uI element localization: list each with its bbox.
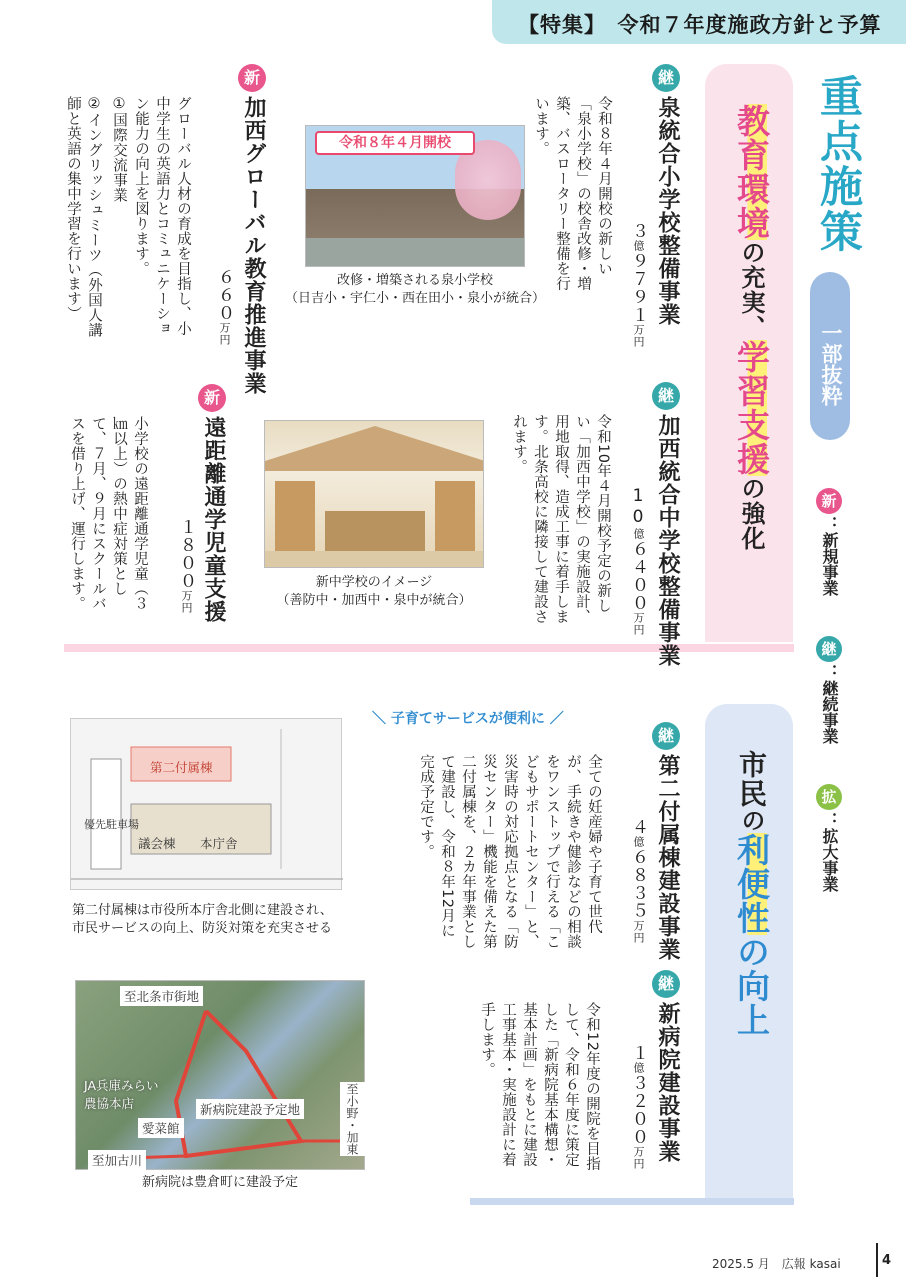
amount-rest: ９７９１ (628, 252, 648, 324)
theme-convenience-part1: 市民 (735, 750, 768, 808)
amount-oku: 億 (632, 836, 645, 848)
amount-unit: 万円 (632, 612, 645, 636)
amount-oku: 億 (632, 1062, 645, 1074)
amount-unit: 万円 (632, 324, 645, 348)
amount-unit: 万円 (180, 590, 193, 614)
project-body-annex: 全ての妊産婦や子育て世代が、手続きや健診などの相談をワンストップで行える「こどもサポートセンター」と、災害時の対応拠点となる「防災センター」機能を備えた第二付属棟を、２カ年事業として建設し、令和８年12月に完成予定です。 (418, 754, 602, 949)
amount-rest: ６８３５ (628, 848, 648, 920)
project-title-izumi-school: 泉統合小学校整備事業 (655, 96, 680, 326)
continue-badge-icon: 継 (652, 722, 680, 750)
project-amount-izumi-school (626, 222, 651, 348)
section-header-title: 【特集】 令和７年度施政方針と予算 (518, 13, 882, 37)
page-number: 4 (882, 1253, 892, 1268)
city-hall-map-shape (71, 719, 343, 891)
project-amount-global-edu (212, 268, 237, 346)
project-amount-long-commute (174, 518, 199, 614)
theme-education-part4: の強化 (737, 476, 765, 551)
theme-education-part3: 学習支援 (732, 340, 771, 476)
new-jhs-caption (264, 574, 484, 610)
map-label-site: 新病院建設予定地 (196, 1099, 304, 1119)
amount-main: １８００ (176, 518, 196, 590)
project-item-1-global-edu: ①国際交流事業 (111, 96, 127, 203)
hospital-map-caption: 新病院は豊倉町に建設予定 (141, 1175, 298, 1190)
theme-education-part1: 教育環境 (732, 104, 771, 240)
project-title-global-edu: 加西グローバル教育推進事業 (241, 96, 266, 395)
continue-badge-icon: 継 (652, 64, 680, 92)
project-amount-kasai-jhs (626, 486, 651, 636)
footer-issue: 2025.5 月 広報 kasai (712, 1257, 841, 1271)
amount-unit: 万円 (632, 920, 645, 944)
continue-badge-icon: 継 (652, 382, 680, 410)
caption-line-1: 第二付属棟は市役所本庁舎北側に建設され、 (72, 903, 333, 918)
project-title-annex: 第二付属棟建設事業 (655, 754, 680, 961)
project-body-izumi-school: 令和８年４月開校の新しい「泉小学校」の校舎改修・増築、バスロータリー整備を行います。 (533, 96, 612, 291)
school-opening-banner: 令和８年４月開校 (315, 131, 475, 155)
divider-education (64, 644, 794, 652)
caption-line-1: 新中学校のイメージ (315, 575, 433, 590)
legend-continue-label: ：継続事業 (820, 664, 839, 744)
map-label-annex: 第二付属棟 (150, 760, 213, 775)
map-label-parking: 優先駐車場 (84, 818, 139, 831)
legend-new-label: ：新規事業 (820, 516, 839, 596)
map-label-ja-2: 農協本店 (84, 1096, 135, 1111)
map-label-north: 至北条市街地 (120, 986, 203, 1006)
caption-line-1: 改修・増築される泉小学校 (336, 273, 493, 288)
amount-unit: 万円 (218, 322, 231, 346)
project-amount-hospital (626, 1044, 651, 1170)
project-body-global-edu: グローバル人材の育成を目指し、小中学生の英語力とコミュニケーション能力の向上を図ります。 (133, 96, 191, 336)
map-label-ja-1: JA兵庫みらい (84, 1078, 159, 1093)
amount-main: ４ (628, 818, 648, 836)
new-badge-icon: 新 (816, 488, 842, 514)
legend-new (816, 488, 842, 514)
project-body-long-commute: 小学校の遠距離通学児童（３㎞以上）の熱中症対策として、７月、９月にスクールバスを借り上げ、運行します。 (69, 416, 148, 611)
amount-rest: ３２００ (628, 1074, 648, 1146)
service-heading: ＼ 子育てサービスが便利に ／ (372, 711, 564, 727)
legend-expand-label: ：拡大事業 (820, 812, 839, 892)
continue-badge-icon: 継 (816, 636, 842, 662)
city-hall-map (70, 718, 342, 890)
continue-badge-icon: 継 (652, 970, 680, 998)
city-hall-map-caption (72, 902, 333, 938)
project-title-hospital: 新病院建設事業 (655, 1002, 680, 1163)
new-badge-icon: 新 (198, 384, 226, 412)
amount-oku: 億 (632, 528, 645, 540)
amount-main: １ (628, 1044, 648, 1062)
map-label-main-office: 本庁舎 (200, 836, 238, 851)
hospital-site-aerial-map (75, 980, 365, 1170)
project-body-kasai-jhs: 令和10年４月開校予定の新しい「加西中学校」の実施設計、用地取得、造成工事に着手します。北条高校に隣接して建設されます。 (511, 414, 611, 624)
map-label-aisai: 愛菜館 (138, 1118, 184, 1138)
theme-education (728, 104, 775, 551)
new-jhs-rendering (264, 420, 484, 568)
izumi-school-caption (285, 272, 546, 308)
caption-line-2: （善防中・加西中・泉中が統合） (276, 593, 472, 608)
theme-education-part2: の充実、 (737, 240, 765, 340)
new-badge-icon: 新 (238, 64, 266, 92)
map-label-east: 至小野・加東 (340, 1082, 365, 1156)
project-title-long-commute: 遠距離通学児童支援 (201, 416, 226, 623)
theme-convenience-part3: 利便性 (732, 833, 771, 935)
map-label-assembly: 議会棟 (138, 836, 176, 851)
legend-continue (816, 636, 842, 662)
project-amount-annex (626, 818, 651, 944)
service-heading-text: 子育てサービスが便利に (390, 711, 545, 727)
expand-badge-icon: 拡 (816, 784, 842, 810)
partial-excerpt-label: 一部抜粋 (819, 322, 843, 406)
amount-main: ３ (628, 222, 648, 240)
amount-rest: ６４００ (628, 540, 648, 612)
page-title: 重点施策 (813, 74, 863, 254)
jhs-rendering-shape (265, 421, 484, 568)
amount-main: 10 (628, 486, 648, 528)
project-body-hospital: 令和12年度の開院を目指して、令和６年度に策定した「新病院基本構想・基本計画」をもとに建設工事基本・実施設計に着手します。 (479, 1002, 600, 1172)
caption-line-2: （日吉小・宇仁小・西在田小・泉小が統合） (285, 291, 546, 306)
theme-convenience-part4: の向上 (732, 935, 771, 1037)
theme-convenience (728, 750, 775, 1037)
project-title-kasai-jhs: 加西統合中学校整備事業 (655, 414, 680, 667)
caption-line-2: 市民サービスの向上、防災対策を充実させる (72, 921, 333, 936)
amount-unit: 万円 (632, 1146, 645, 1170)
legend-expand (816, 784, 842, 810)
theme-convenience-part2: の (737, 808, 765, 833)
map-label-kakogawa: 至加古川 (88, 1150, 146, 1170)
amount-main: ６６０ (214, 268, 234, 322)
project-item-2-global-edu: ②イングリッシュミーツ（外国人講師と英語の集中学習を行います） (65, 96, 102, 338)
footer-divider (876, 1243, 878, 1277)
amount-oku: 億 (632, 240, 645, 252)
divider-convenience (470, 1198, 794, 1205)
